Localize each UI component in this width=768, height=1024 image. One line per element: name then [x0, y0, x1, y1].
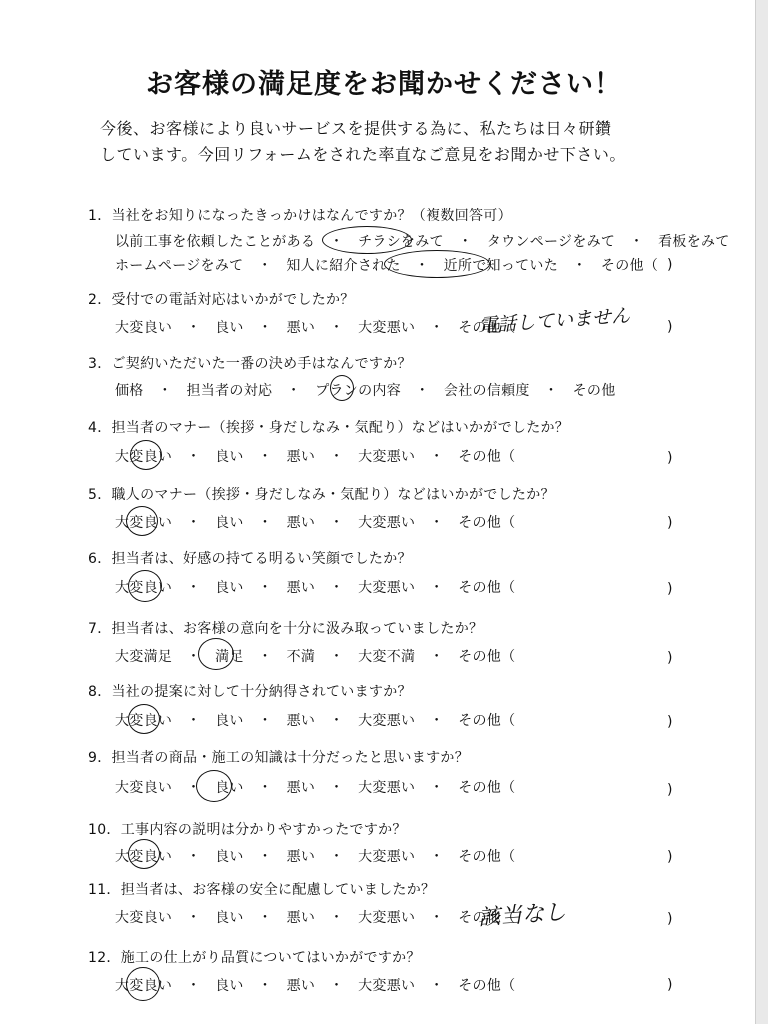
question-9: 9．担当者の商品・施工の知識は十分だったと思いますか？: [88, 750, 470, 766]
question-4: 4．担当者のマナー（挨拶・身だしなみ・気配り）などはいかがでしたか？: [88, 420, 570, 436]
close-paren-7: ): [667, 650, 673, 666]
close-paren-4: ): [667, 450, 673, 466]
handwritten-note-11: 該当なし: [477, 899, 567, 932]
answer-circle-1a: [322, 226, 412, 254]
close-paren-6: ): [667, 581, 673, 597]
handwritten-note-2: 電話していません: [477, 304, 631, 338]
answer-circle-9: [196, 770, 232, 802]
answer-11: 大変良い ・ 良い ・ 悪い ・ 大変悪い ・ その他（: [115, 910, 516, 926]
answer-circle-8: [128, 704, 160, 734]
question-7: 7．担当者は、お客様の意向を十分に汲み取っていましたか？: [88, 621, 484, 637]
answer-5: 大変良い ・ 良い ・ 悪い ・ 大変悪い ・ その他（: [115, 515, 516, 531]
answer-1-line-2: ホームページをみて ・ 知人に紹介された ・ 近所で知っていた ・ その他（: [115, 258, 659, 274]
answer-6: 大変良い ・ 良い ・ 悪い ・ 大変悪い ・ その他（: [115, 580, 516, 596]
question-11: 11．担当者は、お客様の安全に配慮していましたか？: [88, 882, 436, 898]
answer-8: 大変良い ・ 良い ・ 悪い ・ 大変悪い ・ その他（: [115, 713, 516, 729]
intro-line-1: 今後、お客様により良いサービスを提供する為に、私たちは日々研鑽: [100, 119, 612, 138]
answer-2: 大変良い ・ 良い ・ 悪い ・ 大変悪い ・ その他（: [115, 320, 516, 336]
close-paren-11: ): [667, 911, 673, 927]
question-2: 2．受付での電話対応はいかがでしたか？: [88, 292, 355, 308]
question-1: 1．当社をお知りになったきっかけはなんですか？（複数回答可）: [88, 208, 512, 224]
answer-circle-4: [130, 440, 162, 470]
close-paren-8: ): [667, 714, 673, 730]
answer-circle-12: [126, 967, 160, 1001]
close-paren-12: ): [667, 977, 673, 993]
survey-title: お客様の満足度をお聞かせください！: [146, 69, 622, 100]
close-paren-9: ): [667, 782, 673, 798]
answer-circle-7: [198, 638, 234, 670]
answer-7: 大変満足 ・ 満足 ・ 不満 ・ 大変不満 ・ その他（: [115, 649, 516, 665]
close-paren-1: ): [667, 257, 673, 273]
answer-9: 大変良い ・ 良い ・ 悪い ・ 大変悪い ・ その他（: [115, 780, 516, 796]
question-12: 12．施工の仕上がり品質についてはいかがですか？: [88, 950, 421, 966]
answer-12: 大変良い ・ 良い ・ 悪い ・ 大変悪い ・ その他（: [115, 978, 516, 994]
page-edge: [755, 0, 768, 1024]
answer-4: 大変良い ・ 良い ・ 悪い ・ 大変悪い ・ その他（: [115, 449, 516, 465]
close-paren-2: ): [667, 319, 673, 335]
question-3: 3．ご契約いただいた一番の決め手はなんですか？: [88, 356, 412, 372]
question-5: 5．職人のマナー（挨拶・身だしなみ・気配り）などはいかがでしたか？: [88, 487, 555, 503]
answer-1-line-1: 以前工事を依頼したことがある ・ チラシをみて ・ タウンページをみて ・ 看板をみて: [115, 234, 730, 250]
answer-circle-6: [128, 570, 162, 602]
close-paren-5: ): [667, 515, 673, 531]
question-6: 6．担当者は、好感の持てる明るい笑顔でしたか？: [88, 551, 412, 567]
question-10: 10．工事内容の説明は分かりやすかったですか？: [88, 822, 407, 838]
answer-circle-1b: [384, 250, 490, 278]
answer-3: 価格 ・ 担当者の対応 ・ プランの内容 ・ 会社の信頼度 ・ その他: [115, 383, 616, 399]
answer-circle-5: [126, 506, 158, 536]
close-paren-10: ): [667, 849, 673, 865]
intro-line-2: しています。今回リフォームをされた率直なご意見をお聞かせ下さい。: [100, 145, 626, 164]
answer-circle-10: [128, 839, 160, 869]
answer-circle-3: [330, 375, 354, 401]
answer-10: 大変良い ・ 良い ・ 悪い ・ 大変悪い ・ その他（: [115, 849, 516, 865]
question-8: 8．当社の提案に対して十分納得されていますか？: [88, 684, 412, 700]
